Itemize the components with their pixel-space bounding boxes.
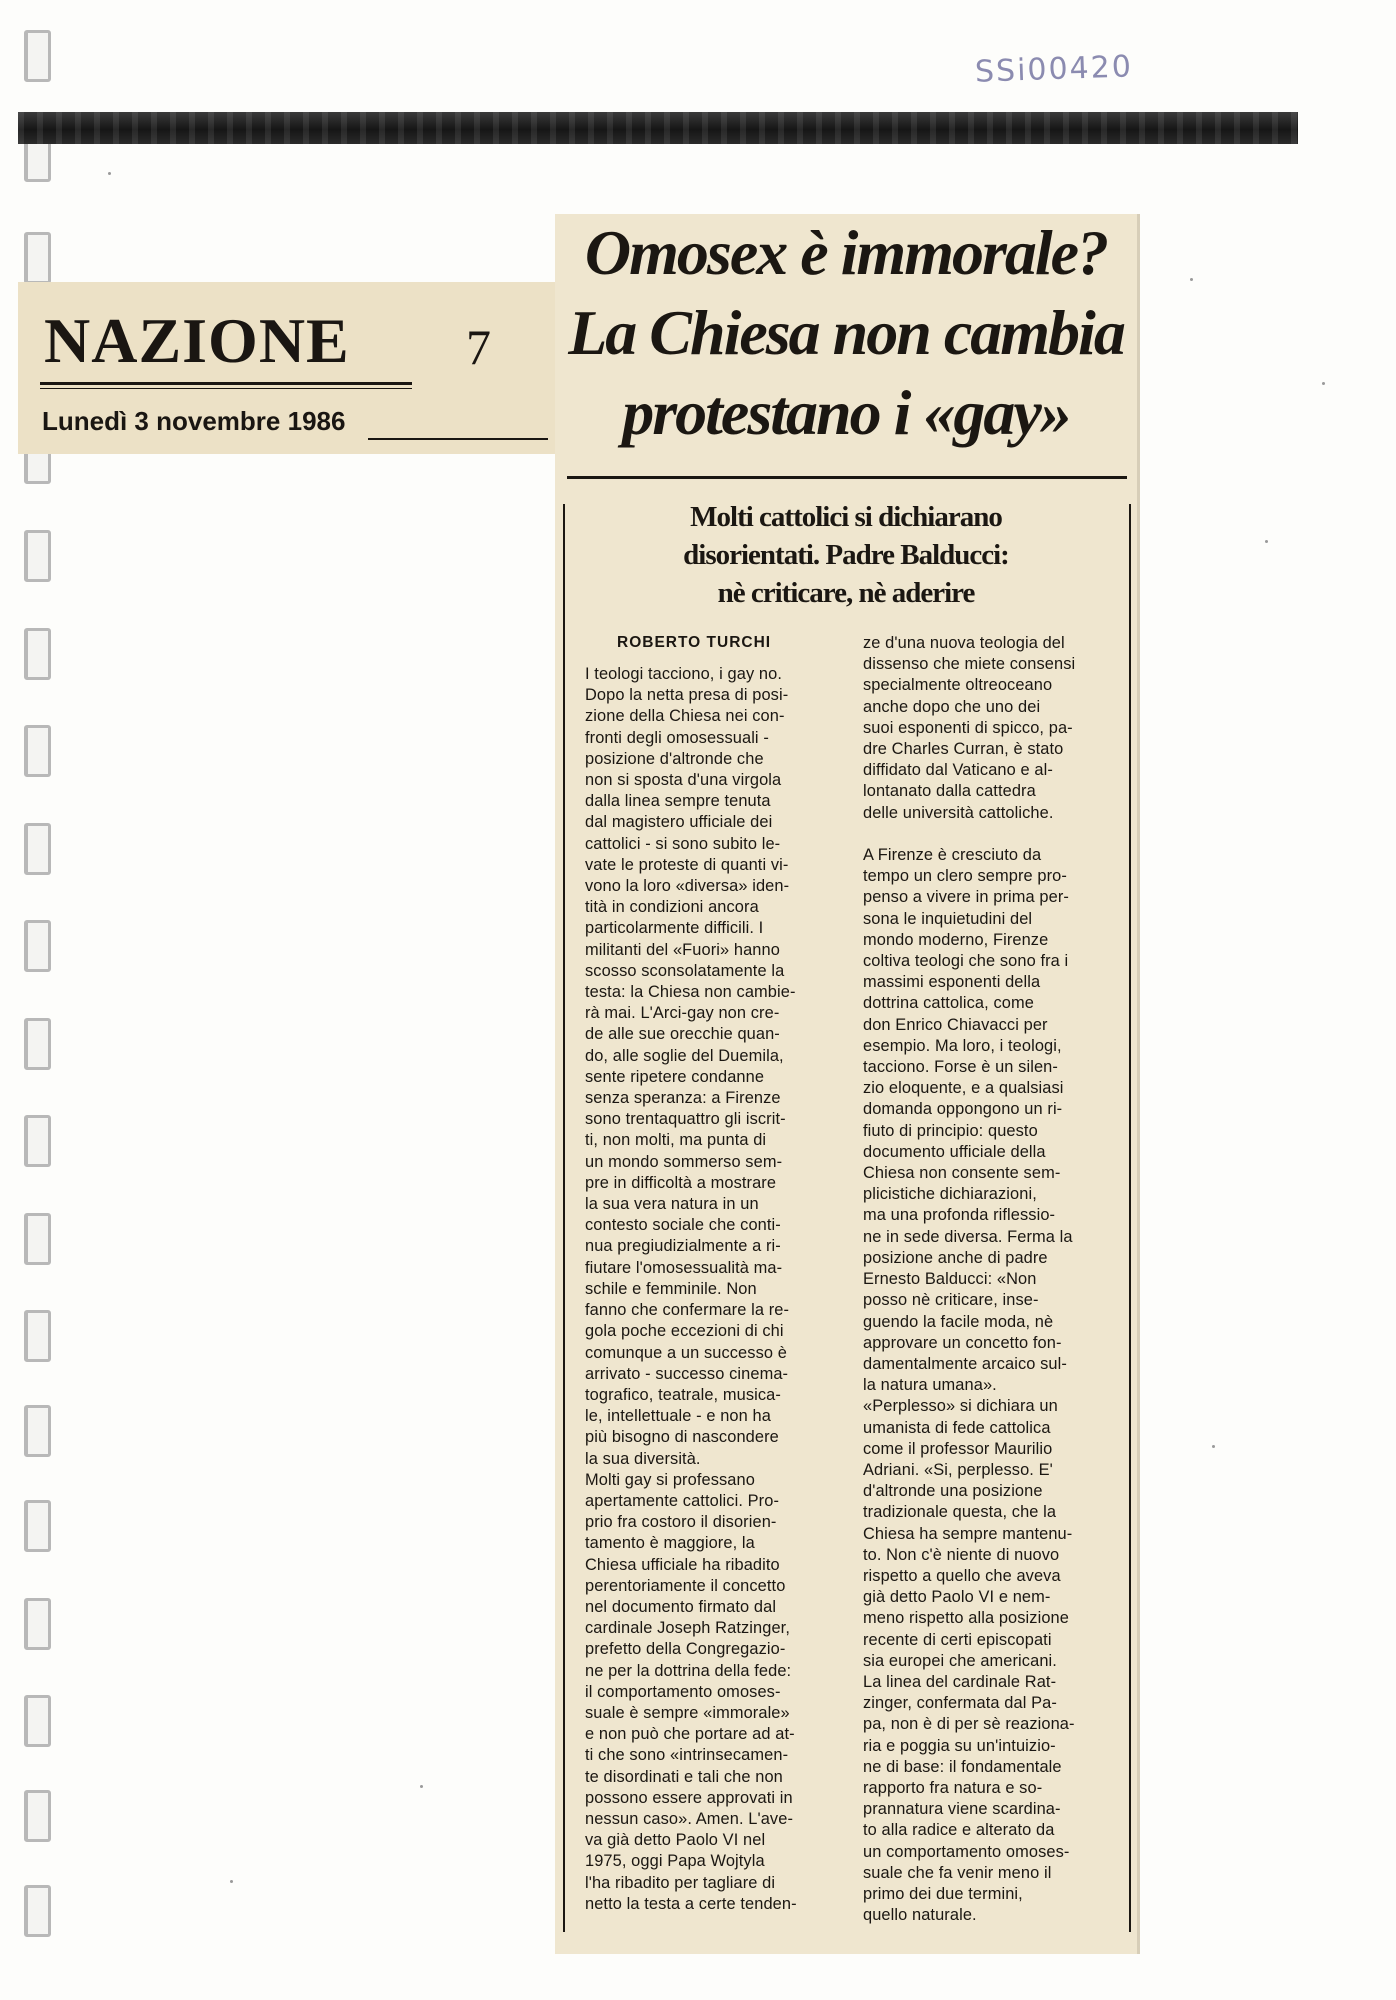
article-line: prannatura viene scardina- xyxy=(863,1800,1061,1819)
scan-speck xyxy=(108,172,111,175)
article-line: guendo la facile moda, nè xyxy=(863,1312,1054,1331)
article-line: senza speranza: a Firenze xyxy=(585,1089,781,1108)
article-line: posizione anche di padre xyxy=(863,1248,1048,1267)
subheadline-line: disorientati. Padre Balducci: xyxy=(683,539,1009,571)
article-line: te disordinati e tali che non xyxy=(585,1767,783,1786)
subheadline-line: nè criticare, nè aderire xyxy=(717,577,975,609)
article-line: primo dei due termini, xyxy=(863,1884,1023,1903)
article-line: «Perplesso» si dichiara un xyxy=(863,1397,1058,1416)
article-line: il comportamento omoses- xyxy=(585,1682,781,1701)
article-line: apertamente cattolici. Pro- xyxy=(585,1491,780,1510)
article-line: Chiesa ha sempre mantenu- xyxy=(863,1524,1073,1543)
article-line: de alle sue orecchie quan- xyxy=(585,1025,780,1044)
article-line: tamento è maggiore, la xyxy=(585,1534,755,1553)
article-line: schile e femminile. Non xyxy=(585,1279,757,1298)
binder-ring xyxy=(24,1598,51,1650)
article-line: dottrina cattolica, come xyxy=(863,994,1034,1013)
scan-speck xyxy=(1322,382,1325,385)
scan-dark-strip xyxy=(18,112,1298,144)
article-line: posizione d'altronde che xyxy=(585,749,764,768)
article-line: anche dopo che uno dei xyxy=(863,697,1041,716)
article-line: dissenso che miete consensi xyxy=(863,655,1076,674)
article-column-left xyxy=(585,664,825,1915)
archive-code: SSi00420 xyxy=(974,49,1134,90)
article-line: Dopo la netta presa di posi- xyxy=(585,686,789,705)
binder-ring xyxy=(24,1310,51,1362)
article-line: penso a vivere in prima per- xyxy=(863,888,1069,907)
binder-ring xyxy=(24,1115,51,1167)
column-rule xyxy=(563,504,565,1932)
article-line: domanda oppongono un ri- xyxy=(863,1100,1063,1119)
scan-speck xyxy=(1190,278,1193,281)
article-line: meno rispetto alla posizione xyxy=(863,1609,1069,1628)
article-line: rapporto fra natura e so- xyxy=(863,1778,1043,1797)
article-line: netto la testa a certe tenden- xyxy=(585,1894,797,1913)
article-line: vono la loro «diversa» iden- xyxy=(585,877,790,896)
article-line: dal magistero ufficiale dei xyxy=(585,813,773,832)
article-line: fiuto di principio: questo xyxy=(863,1121,1038,1140)
article-line: cattolici - si sono subito le- xyxy=(585,834,781,853)
article-line: le, intellettuale - e non ha xyxy=(585,1407,771,1426)
scan-speck xyxy=(1212,1445,1215,1448)
binder-ring xyxy=(24,823,51,875)
article-line: va già detto Paolo VI nel xyxy=(585,1831,766,1850)
article-line: umanista di fede cattolica xyxy=(863,1418,1051,1437)
article-line: A Firenze è cresciuto da xyxy=(863,846,1042,865)
headline-rule xyxy=(567,476,1127,479)
masthead-rule xyxy=(40,388,412,389)
masthead-rule xyxy=(40,382,412,385)
article-line: la sua diversità. xyxy=(585,1449,701,1468)
article-line: mondo moderno, Firenze xyxy=(863,930,1049,949)
article-line: Molti gay si professano xyxy=(585,1470,755,1489)
article-line: militanti del «Fuori» hanno xyxy=(585,940,780,959)
article-line: testa: la Chiesa non cambie- xyxy=(585,983,796,1002)
binder-ring xyxy=(24,530,51,582)
article-line: fanno che confermare la re- xyxy=(585,1301,790,1320)
article-line: plicistiche dichiarazioni, xyxy=(863,1185,1037,1204)
binder-ring xyxy=(24,30,51,82)
binder-ring xyxy=(24,628,51,680)
article-line: già detto Paolo VI e nem- xyxy=(863,1588,1051,1607)
binder-ring xyxy=(24,1790,51,1842)
article-line: tempo un clero sempre pro- xyxy=(863,867,1067,886)
article-clipping xyxy=(555,214,1137,1954)
article-line: sente ripetere condanne xyxy=(585,1067,765,1086)
article-line: suale che fa venir meno il xyxy=(863,1863,1052,1882)
scan-speck xyxy=(420,1785,423,1788)
article-line: più bisogno di nascondere xyxy=(585,1428,779,1447)
article-line xyxy=(863,824,1113,845)
article-line: delle università cattoliche. xyxy=(863,803,1054,822)
article-line: tografico, teatrale, musica- xyxy=(585,1385,781,1404)
article-line: ti che sono «intrinsecamen- xyxy=(585,1746,789,1765)
binder-ring xyxy=(24,920,51,972)
article-line: sono trentaquattro gli iscrit- xyxy=(585,1110,786,1129)
article-line: la natura umana». xyxy=(863,1376,997,1395)
article-line: zinger, confermata dal Pa- xyxy=(863,1694,1057,1713)
newspaper-name: NAZIONE xyxy=(44,305,350,376)
article-line: posso nè criticare, inse- xyxy=(863,1291,1039,1310)
article-line: dre Charles Curran, è stato xyxy=(863,740,1064,759)
article-line: zione della Chiesa nei con- xyxy=(585,707,785,726)
article-line: tacciono. Forse è un silen- xyxy=(863,1058,1058,1077)
article-line: gola poche eccezioni di chi xyxy=(585,1322,784,1341)
article-line: La linea del cardinale Rat- xyxy=(863,1672,1057,1691)
article-line: tità in condizioni ancora xyxy=(585,898,759,917)
article-line: zio eloquente, e a qualsiasi xyxy=(863,1079,1064,1098)
article-line: tradizionale questa, che la xyxy=(863,1503,1057,1522)
article-line: ne di base: il fondamentale xyxy=(863,1757,1062,1776)
article-line: recente di certi episcopati xyxy=(863,1630,1052,1649)
article-line: possono essere approvati in xyxy=(585,1788,793,1807)
article-line: massimi esponenti della xyxy=(863,973,1041,992)
article-line: suale è sempre «immorale» xyxy=(585,1703,790,1722)
binder-ring xyxy=(24,1500,51,1552)
article-line: non si sposta d'una virgola xyxy=(585,771,782,790)
article-line: d'altronde una posizione xyxy=(863,1482,1043,1501)
binder-ring xyxy=(24,1018,51,1070)
article-line: come il professor Maurilio xyxy=(863,1439,1053,1458)
article-line: sia europei che americani. xyxy=(863,1651,1057,1670)
article-line: contesto sociale che conti- xyxy=(585,1216,781,1235)
article-line: nel documento firmato dal xyxy=(585,1597,777,1616)
article-line: pre in difficoltà a mostrare xyxy=(585,1173,777,1192)
article-line: pa, non è di per sè reaziona- xyxy=(863,1715,1075,1734)
article-line: do, alle soglie del Duemila, xyxy=(585,1046,784,1065)
headline-line: protestano i «gay» xyxy=(622,377,1070,448)
binder-ring xyxy=(24,1695,51,1747)
article-line: quello naturale. xyxy=(863,1906,977,1925)
article-line: nessun caso». Amen. L'ave- xyxy=(585,1809,794,1828)
binder-ring xyxy=(24,1405,51,1457)
article-line: arrivato - successo cinema- xyxy=(585,1364,789,1383)
article-line: scosso sconsolatamente la xyxy=(585,961,785,980)
page-number: 7 xyxy=(466,319,491,375)
article-line: don Enrico Chiavacci per xyxy=(863,1015,1048,1034)
article-line: approvare un concetto fon- xyxy=(863,1333,1062,1352)
binder-ring xyxy=(24,1213,51,1265)
article-line: specialmente oltreoceano xyxy=(863,676,1053,695)
article-line: sona le inquietudini del xyxy=(863,909,1033,928)
article-line: la sua vera natura in un xyxy=(585,1195,759,1214)
article-line: ma una profonda riflessio- xyxy=(863,1206,1056,1225)
byline: ROBERTO TURCHI xyxy=(617,634,772,651)
article-line: rà mai. L'Arci-gay non cre- xyxy=(585,1004,780,1023)
article-line: damentalmente arcaico sul- xyxy=(863,1354,1067,1373)
article-line: un mondo sommerso sem- xyxy=(585,1152,783,1171)
article-line: Adriani. «Si, perplesso. E' xyxy=(863,1460,1053,1479)
article-line: Chiesa non consente sem- xyxy=(863,1164,1061,1183)
article-line: ze d'una nuova teologia del xyxy=(863,634,1065,652)
article-line: l'ha ribadito per tagliare di xyxy=(585,1873,776,1892)
article-line: to alla radice e alterato da xyxy=(863,1821,1055,1840)
article-line: Chiesa ufficiale ha ribadito xyxy=(585,1555,780,1574)
article-line: particolarmente difficili. I xyxy=(585,919,764,938)
binder-ring xyxy=(24,232,51,284)
column-rule xyxy=(1129,504,1131,1932)
article-line: nua pregiudizialmente a ri- xyxy=(585,1237,781,1256)
article-line: Ernesto Balducci: «Non xyxy=(863,1270,1037,1289)
article-line: lontanato dalla cattedra xyxy=(863,782,1036,801)
subheadline-line: Molti cattolici si dichiarano xyxy=(690,501,1002,533)
article-line: e non può che portare ad at- xyxy=(585,1725,795,1744)
article-line: ria e poggia su un'intuizio- xyxy=(863,1736,1056,1755)
article-line: I teologi tacciono, i gay no. xyxy=(585,665,782,683)
article-line: fronti degli omosessuali - xyxy=(585,728,769,747)
article-line: rispetto a quello che aveva xyxy=(863,1566,1061,1585)
article-line: dalla linea sempre tenuta xyxy=(585,792,771,811)
article-line: prefetto della Congregazio- xyxy=(585,1640,786,1659)
masthead-underline xyxy=(368,438,548,440)
article-line: ne in sede diversa. Ferma la xyxy=(863,1227,1073,1246)
scan-speck xyxy=(230,1880,233,1883)
binder-ring xyxy=(24,725,51,777)
article-column-right xyxy=(863,633,1113,1926)
publication-date: Lunedì 3 novembre 1986 xyxy=(42,406,346,436)
headline-line: La Chiesa non cambia xyxy=(568,297,1124,368)
article-line: prio fra costoro il disorien- xyxy=(585,1513,777,1532)
article-line: cardinale Joseph Ratzinger, xyxy=(585,1619,790,1638)
article-line: suoi esponenti di spicco, pa- xyxy=(863,718,1073,737)
scan-speck xyxy=(1265,540,1268,543)
binder-ring xyxy=(24,1885,51,1937)
article-line: diffidato dal Vaticano e al- xyxy=(863,761,1053,780)
article-line: coltiva teologi che sono fra i xyxy=(863,952,1069,971)
article-line: esempio. Ma loro, i teologi, xyxy=(863,1036,1062,1055)
article-line: ne per la dottrina della fede: xyxy=(585,1661,792,1680)
article-line: fiutare l'omosessualità ma- xyxy=(585,1258,783,1277)
article-line: perentoriamente il concetto xyxy=(585,1576,786,1595)
clipping-edge xyxy=(1137,214,1140,1954)
article-line: to. Non c'è niente di nuovo xyxy=(863,1545,1060,1564)
article-line: vate le proteste di quanti vi- xyxy=(585,855,789,874)
headline-line: Omosex è immorale? xyxy=(584,217,1108,288)
article-line: comunque a un successo è xyxy=(585,1343,787,1362)
article-line: documento ufficiale della xyxy=(863,1142,1046,1161)
article-line: ti, non molti, ma punta di xyxy=(585,1131,767,1150)
article-line: 1975, oggi Papa Wojtyla xyxy=(585,1852,765,1871)
article-line: un comportamento omoses- xyxy=(863,1842,1070,1861)
